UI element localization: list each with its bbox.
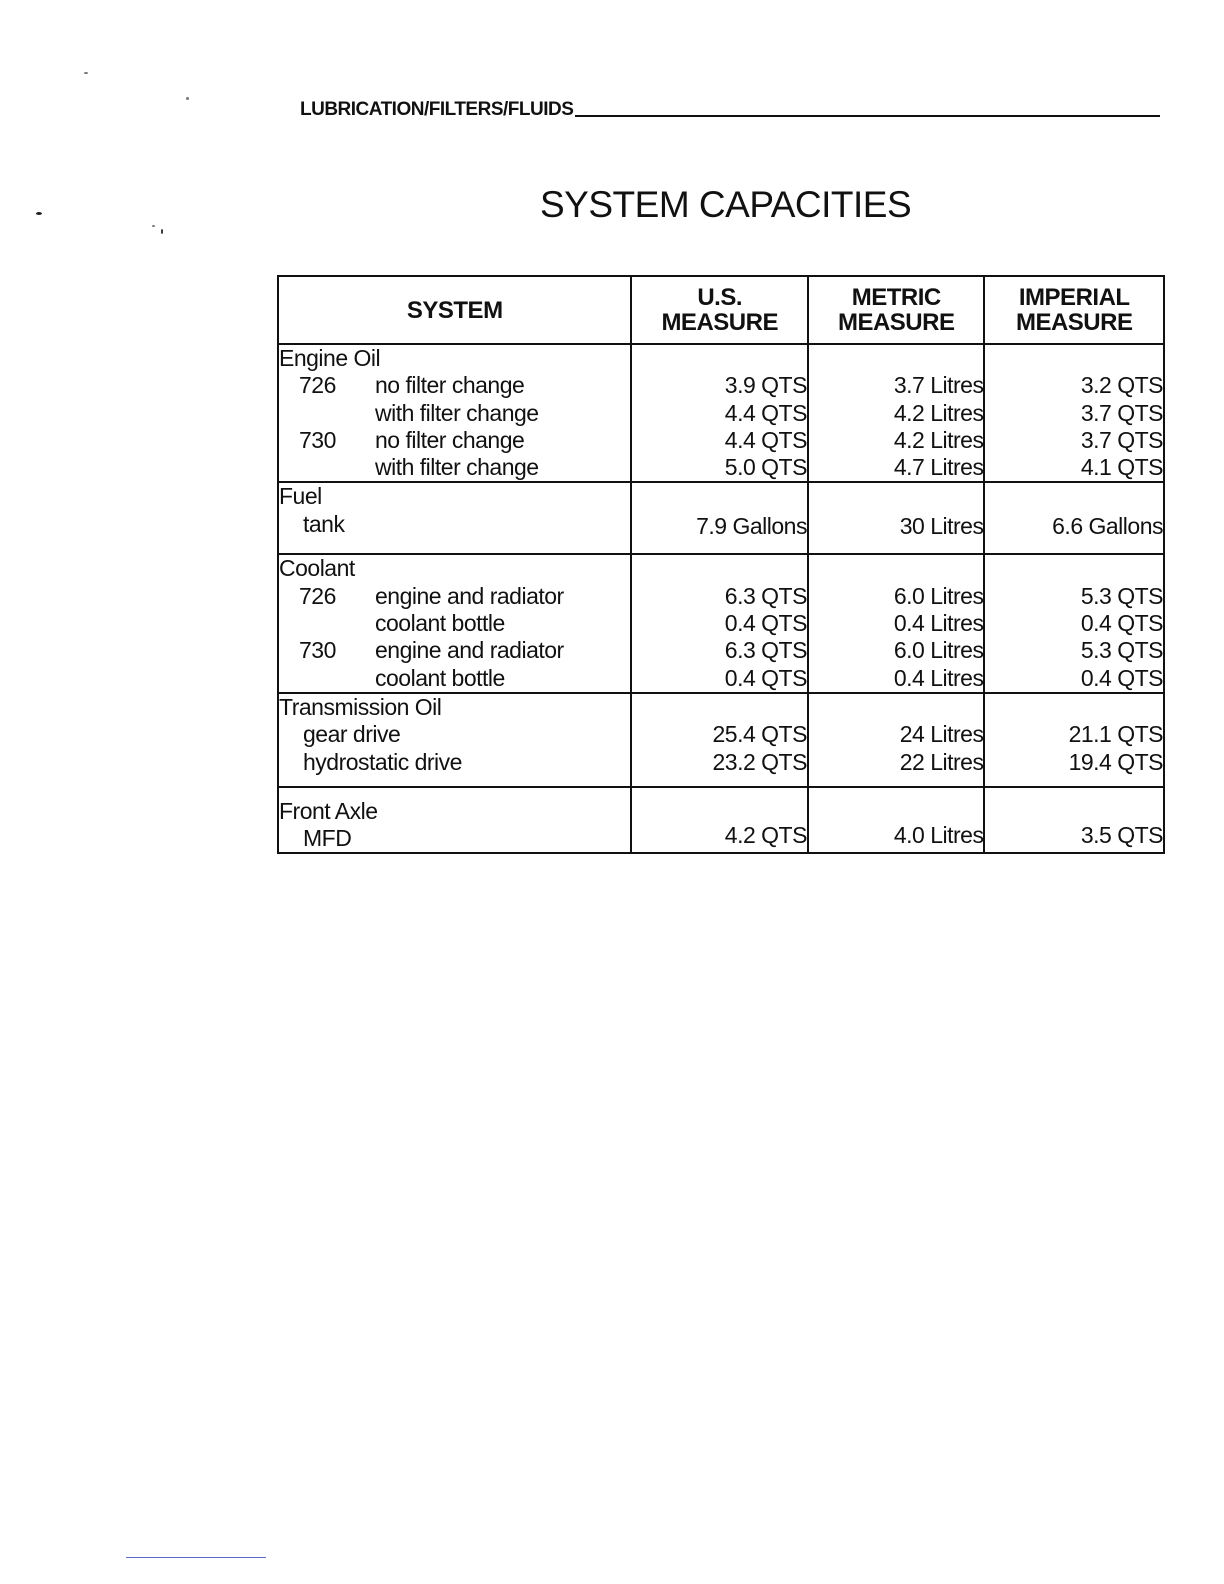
list-item: hydrostatic drive bbox=[303, 748, 462, 775]
group-label: Engine Oil bbox=[279, 345, 381, 371]
front-axle-system-cell bbox=[278, 787, 631, 854]
col-header-us: U.S. MEASURE bbox=[631, 276, 808, 344]
scan-speck bbox=[161, 229, 163, 234]
col-header-system: SYSTEM bbox=[278, 276, 631, 344]
group-label: Front Axle bbox=[279, 797, 378, 824]
fuel-imperial-cell: 6.6 Gallons bbox=[984, 482, 1164, 554]
list-item: with filter change bbox=[375, 399, 539, 426]
front-axle-imperial-cell: 3.5 QTS bbox=[984, 787, 1164, 854]
fuel-system-cell bbox=[278, 482, 631, 554]
list-item: 726 no filter change bbox=[299, 372, 525, 399]
col-header-imperial: IMPERIAL MEASURE bbox=[984, 276, 1164, 344]
footer-rule bbox=[126, 1557, 266, 1558]
table-row-fuel bbox=[278, 482, 1164, 554]
list-item: with filter change bbox=[375, 454, 539, 481]
list-item: tank bbox=[303, 510, 345, 537]
front-axle-metric-cell: 4.0 Litres bbox=[808, 787, 985, 854]
page-title: SYSTEM CAPACITIES bbox=[540, 184, 912, 225]
header-rule bbox=[575, 115, 1160, 117]
list-item: MFD bbox=[303, 825, 352, 852]
coolant-us-cell: 6.3 QTS 0.4 QTS 6.3 QTS 0.4 QTS bbox=[631, 554, 808, 692]
list-item: gear drive bbox=[303, 721, 401, 748]
transmission-us-cell: 25.4 QTS 23.2 QTS bbox=[631, 693, 808, 787]
coolant-system-cell bbox=[278, 554, 631, 692]
list-item: 726 engine and radiator bbox=[299, 582, 564, 609]
engine-oil-imperial-cell: 3.2 QTS 3.7 QTS 3.7 QTS 4.1 QTS bbox=[984, 344, 1164, 482]
capacities-table bbox=[277, 275, 1165, 854]
table-row-engine-oil bbox=[278, 344, 1164, 482]
transmission-system-cell bbox=[278, 693, 631, 787]
fuel-metric-cell: 30 Litres bbox=[808, 482, 985, 554]
engine-oil-metric-cell: 3.7 Litres 4.2 Litres 4.2 Litres 4.7 Litres bbox=[808, 344, 985, 482]
engine-oil-system-cell bbox=[278, 344, 631, 482]
transmission-metric-cell: 24 Litres 22 Litres bbox=[808, 693, 985, 787]
transmission-imperial-cell: 21.1 QTS 19.4 QTS bbox=[984, 693, 1164, 787]
col-header-metric: METRIC MEASURE bbox=[808, 276, 985, 344]
list-item: coolant bottle bbox=[375, 664, 505, 691]
engine-oil-us-cell: 3.9 QTS 4.4 QTS 4.4 QTS 5.0 QTS bbox=[631, 344, 808, 482]
list-item: 730 engine and radiator bbox=[299, 637, 564, 664]
front-axle-us-cell: 4.2 QTS bbox=[631, 787, 808, 854]
scan-speck bbox=[152, 225, 155, 227]
list-item: coolant bottle bbox=[375, 610, 505, 637]
scan-speck bbox=[36, 212, 42, 215]
coolant-metric-cell: 6.0 Litres 0.4 Litres 6.0 Litres 0.4 Litres bbox=[808, 554, 985, 692]
table-row-coolant bbox=[278, 554, 1164, 692]
scan-speck bbox=[84, 72, 88, 74]
scan-speck bbox=[186, 97, 189, 100]
table-row-transmission-oil bbox=[278, 693, 1164, 787]
list-item: 730 no filter change bbox=[299, 426, 525, 453]
table-header-row bbox=[278, 276, 1164, 344]
coolant-imperial-cell: 5.3 QTS 0.4 QTS 5.3 QTS 0.4 QTS bbox=[984, 554, 1164, 692]
group-label: Coolant bbox=[279, 555, 355, 582]
section-label: LUBRICATION/FILTERS/FLUIDS bbox=[300, 99, 574, 120]
group-label: Transmission Oil bbox=[279, 693, 442, 720]
fuel-us-cell: 7.9 Gallons bbox=[631, 482, 808, 554]
running-header bbox=[300, 100, 1160, 119]
table-row-front-axle bbox=[278, 787, 1164, 854]
group-label: Fuel bbox=[279, 483, 322, 510]
